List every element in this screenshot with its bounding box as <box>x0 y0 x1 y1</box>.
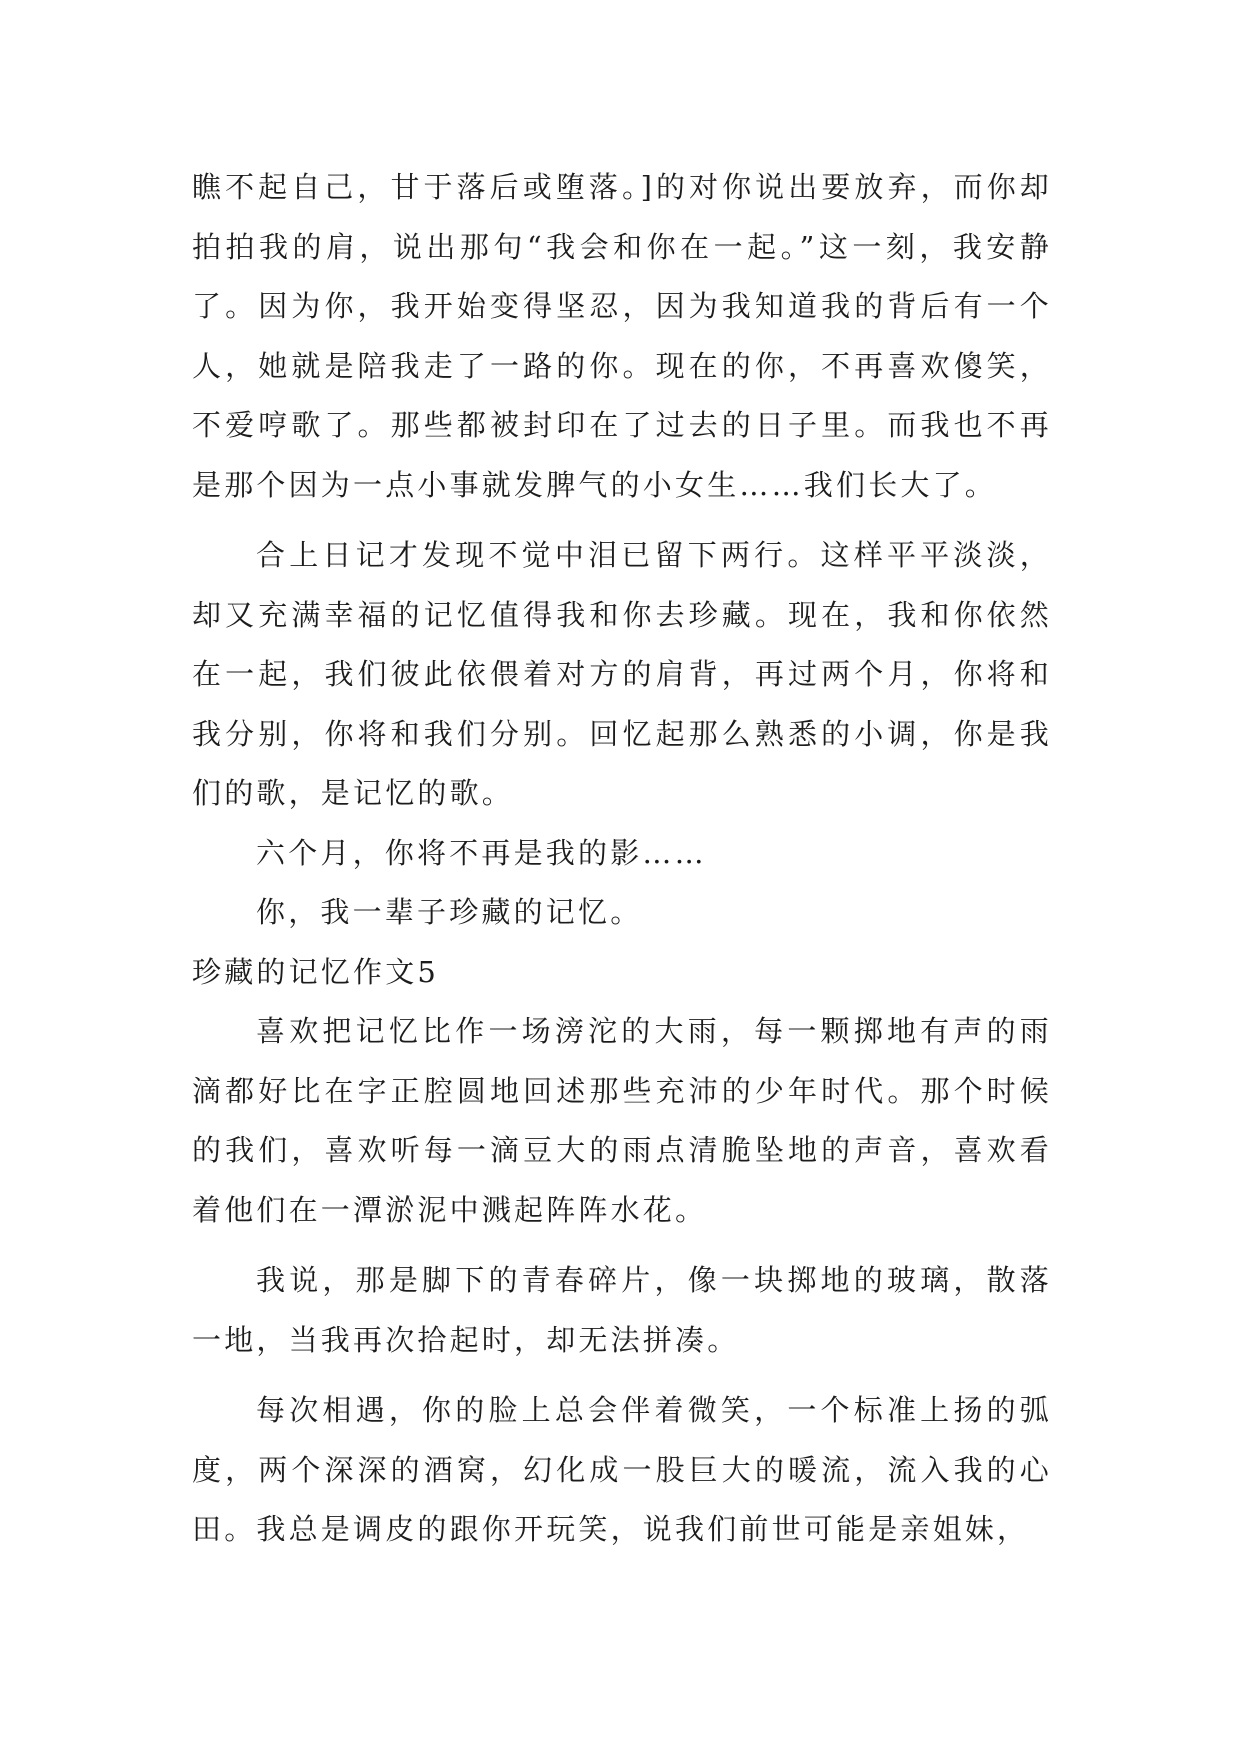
paragraph-six-months: 六个月，你将不再是我的影…… <box>256 835 707 870</box>
paragraph-youth-fragments: 我说，那是脚下的青春碎片，像一块掷地的玻璃，散落一地，当我再次拾起时，却无法拼凑。 <box>192 1263 1052 1357</box>
paragraph-continued: 瞧不起自己，甘于落后或堕落。]的对你说出要放弃，而你却拍拍我的肩，说出那句“我会和你在一起。”这一刻，我安静了。因为你，我开始变得坚忍，因为我知道我的背后有一个人，她就是陪我走了一路的你。现在的你，不再喜欢傻笑，不爱哼歌了。那些都被封印在了过去的日子里。而我也不再是那个因为一点小事就发脾气的小女生……我们长大了。 <box>192 170 1052 502</box>
document-body <box>192 158 1052 1560</box>
section-heading: 珍藏的记忆作文5 <box>192 954 440 989</box>
paragraph-lifetime-memory: 你，我一辈子珍藏的记忆。 <box>256 895 643 929</box>
paragraph-diary: 合上日记才发现不觉中泪已留下两行。这样平平淡淡，却又充满幸福的记忆值得我和你去珍藏。现在，我和你依然在一起，我们彼此依偎着对方的肩背，再过两个月，你将和我分别，你将和我们分别。回忆起那么熟悉的小调，你是我们的歌，是记忆的歌。 <box>192 538 1052 810</box>
paragraph-smile: 每次相遇，你的脸上总会伴着微笑，一个标准上扬的弧度，两个深深的酒窝，幻化成一股巨大的暖流，流入我的心田。我总是调皮的跟你开玩笑，说我们前世可能是亲姐妹， <box>192 1393 1052 1546</box>
paragraph-rain: 喜欢把记忆比作一场滂沱的大雨，每一颗掷地有声的雨滴都好比在字正腔圆地回述那些充沛的少年时代。那个时候的我们，喜欢听每一滴豆大的雨点清脆坠地的声音，喜欢看着他们在一潭淤泥中溅起阵阵水花。 <box>192 1014 1052 1227</box>
